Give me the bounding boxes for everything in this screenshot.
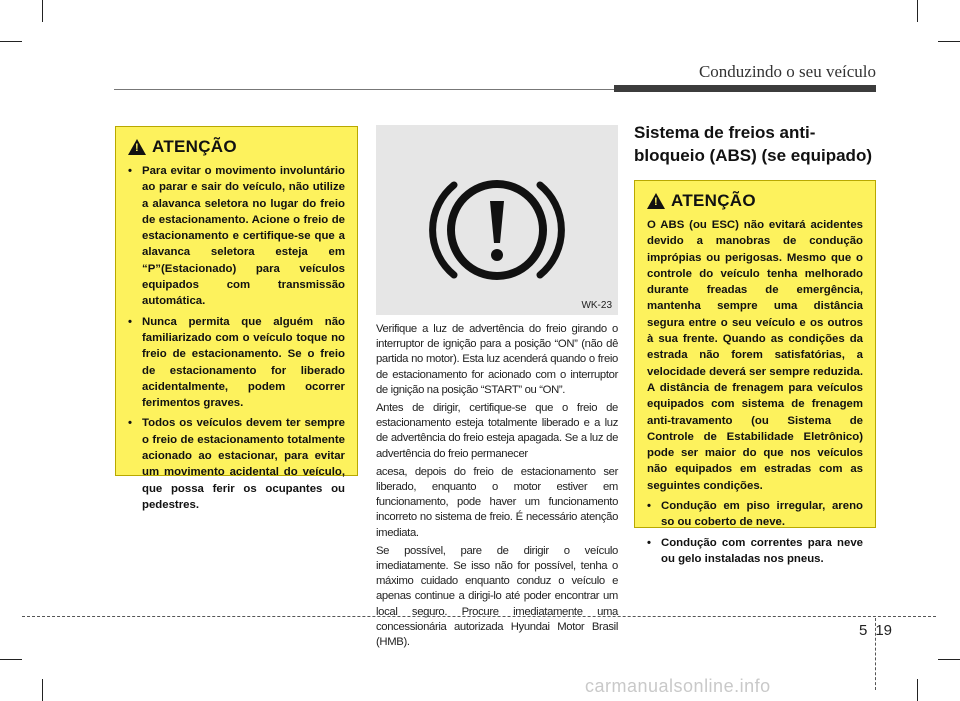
warning-list (128, 163, 345, 513)
crop-mark (42, 679, 43, 701)
paragraph: Se possível, pare de dirigir o veículo imediatamente. Se isso não for possível, tenha o máximo cuidado enquanto conduz o veículo e apenas continue a dirigi-lo até poder encontrar um local seguro. Procure imediatamente uma concessionária autorizada Hyundai Motor Brasil (HMB). (376, 544, 618, 649)
warning-heading (647, 191, 863, 211)
warning-title: ATENÇÃO (152, 137, 237, 156)
paragraph: Antes de dirigir, certifique-se que o freio de estacionamento esteja totalmente liberado e a luz de advertência do freio esteja apagada. Se a luz de advertência do freio permanecer (376, 402, 618, 460)
watermark: carmanualsonline.info (585, 676, 771, 696)
header-rule (114, 89, 614, 90)
page-number-value: 19 (875, 622, 893, 639)
footer-rule (22, 616, 936, 617)
warning-box-parking-brake (115, 126, 358, 511)
warning-heading (128, 137, 345, 157)
warning-item: • Todos os veículos devem ter sempre o freio de estacionamento totalmente acionado ao estacionar, para evitar um movimento acidental do veículo, que possa ferir os ocupantes ou pedestres. (128, 415, 345, 513)
warning-list (647, 498, 863, 567)
figure-label: WK-23 (581, 300, 612, 311)
warning-triangle-icon (647, 193, 665, 209)
header-rule-bar (614, 85, 876, 92)
section-title: Sistema de freios anti-bloqueio (ABS) (se equipado) (634, 123, 872, 165)
brake-warning-icon (376, 125, 618, 315)
crop-mark (917, 0, 918, 22)
paragraph: acesa, depois do freio de estacionamento ser liberado, enquanto o motor estiver em funcionamento, pode haver um funcionamento incorreto no sistema de freio. É necessário atenção imediata. (376, 465, 618, 539)
warning-title: ATENÇÃO (671, 191, 756, 210)
crop-mark (938, 659, 960, 660)
warning-item: • Para evitar o movimento involuntário ao parar e sair do veículo, não utilize a alavanca seletora no lugar do freio de estacionamento. Acione o freio de estacionamento e certifique-se que a alavanca seletora esteja em “P”(Estacionado) para veículos equipados com transmissão automática. (128, 163, 345, 310)
warning-item: • Condução em piso irregular, areno so ou coberto de neve. (647, 498, 863, 531)
warning-paragraph: O ABS (ou ESC) não evitará acidentes devido a manobras de condução imprópias ou perigosas. Mesmo que o controle do veículo tenha melhorado durante freadas de emergência, mantenha sempre uma distância segura entre o seu veículo e os outros à sua frente. Quando as condições da estrada não forem satisfatórias, a velocidade deverá ser sempre reduzida. A distância de frenagem para veículos equipados com sistema de frenagem anti-travamento (ou Sistema de Controle de Estabilidade Eletrônico) pode ser maior do que nos veículos não equipados em estradas com as seguintes condições. (647, 219, 863, 492)
crop-mark (0, 41, 22, 42)
body-text (376, 322, 618, 653)
crop-mark (938, 41, 960, 42)
page-number (859, 622, 892, 639)
warning-item: • Condução com correntes para neve ou gelo instaladas nos pneus. (647, 535, 863, 568)
warning-item: • Nunca permita que alguém não familiarizado com o veículo toque no freio de estacionamento. Se o freio de estacionamento for liberado acidentalmente, podem ocorrer ferimentos graves. (128, 314, 345, 412)
brake-warning-figure (376, 125, 618, 315)
crop-mark (0, 659, 22, 660)
page-header-title: Conduzindo o seu veículo (698, 62, 876, 81)
paragraph: Verifique a luz de advertência do freio girando o interruptor de ignição para a posição “ON” (não dê partida no motor). Esta luz acenderá quando o freio de estacionamento for acionado com o interruptor de ignição na posição “START” ou “ON”. (376, 323, 618, 396)
chapter-number: 5 (859, 622, 868, 639)
warning-triangle-icon (128, 139, 146, 155)
warning-box-abs (634, 180, 876, 565)
crop-mark (917, 679, 918, 701)
crop-mark (42, 0, 43, 22)
